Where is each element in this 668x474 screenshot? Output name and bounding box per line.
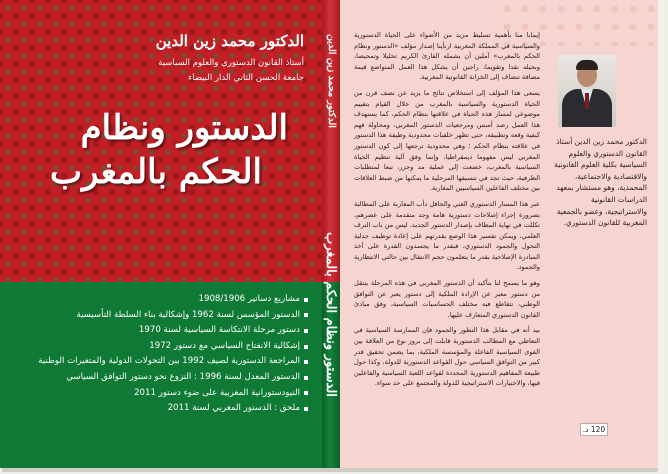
cover-author: الدكتور محمد زين الدين — [155, 32, 304, 50]
contents-list — [8, 292, 308, 417]
blurb-paragraph: بيد أنه في مقابل هذا التطور والجمود فإن الممارسة السياسية في التعاطي مع المطالب الدستورية قابلت إلى بروز نوع من العلاقة بين القوى السياسية الفاعلة والمؤسسة الملكية، بما يضمن تحقيق قدر كبير من التوافق السياسي حول القواعد الدستورية للدولة، وكذا حول طبيعة المفاهيم الدستورية المحددة لقواعد اللعبة السياسية والفاعلين فيها، والاختيارات الاستراتيجية للدولة والمجتمع على حد سواء. — [354, 326, 540, 388]
book-title-line-1: الدستور ونظام — [80, 108, 288, 148]
contents-item: الدستور المؤسس لسنة 1962 وإشكالية بناء السلطة التأسيسية — [8, 308, 308, 324]
contents-item: النيودستورانية المغربية على ضوء دستور 2011 — [8, 386, 308, 402]
back-cover — [340, 0, 658, 468]
bullet-icon — [304, 329, 308, 333]
book-title-line-2: الحكم بالمغرب — [49, 152, 262, 192]
price-tag: 120 د. — [580, 423, 608, 436]
blurb-paragraph: يسعى هذا المؤلف إلى استخلاص نتائج ما يزيد عن نصف قرن من الحياة الدستورية والسياسية بالمغرب من خلال القيام بتقييم موضوعي لمسار هذه الحياة في علاقتها بنظام الحكم، كما يستهدف هذا العمل رصد أسس ومرجعيات الدستور المغربي، ومحاولة فهم كيفية وقعه وتطبيقه، حتى تظهر خلفيات محدودية وظيفة هذا الدستور في علاقته بنظام الحكم ؛ وهي محدودية ترجعها إلى كون الدستور المغربي ليس مفهوما ديمقراطيا، وإنما وفق آلية تنظيم الحياة السياسية بالمغرب، خضعت إلى عملية مد وجزر، تبعا لمتطلبات الظرفية، حيث تجد في تنسيقها المرحلية ما يمكنها من ضبط العلاقات بين مختلف الفاعلين السياسيين المغاربة. — [354, 88, 540, 193]
bullet-icon — [304, 313, 308, 317]
blurb-paragraph: إيمانا منا بأهمية تسليط مزيد من الأضواء على الحياة الدستورية والسياسية في المملكة المغربية ارتأينا إصدار مؤلف «الدستور ونظام الحكم بالمغرب» آملين أن يشمله القارئ الكريم تحليلا وتمحيصا، وبحيله نقدا وتقويما، راجين أن يشكل هذا العمل المتواضع قيمة مضافة تنضاف إلى الخزانة القانونية المغربية. — [354, 31, 540, 82]
back-blurb — [354, 30, 540, 394]
contents-item: الدستور المعدل لسنة 1996 : النزوع نحو دستور التوافق السياسي — [8, 370, 308, 386]
bullet-icon — [304, 360, 308, 364]
contents-item: ملحق : الدستور المغربي لسنة 2011 — [8, 401, 308, 417]
spine-title: الدستور ونظام الحكم بالمغرب — [323, 232, 338, 397]
contents-item: إشكالية الانفتاح السياسي مع دستور 1972 — [8, 339, 308, 355]
blurb-paragraph: وهو ما يسمح لنا بتأكيد أن الدستور المغربي في هذه المرحلة ينتقل من دستور معبر عن الإرادة الملكية إلى دستور يعبر عن التوافق الوطني، تتقاطع فيه مختلف الحساسيات السياسية، وفق مبادئ القانون الدستوري المتعارف عليها. — [354, 279, 540, 319]
bullet-icon — [304, 345, 308, 349]
author-photo — [558, 55, 616, 127]
bullet-icon — [304, 407, 308, 411]
blurb-paragraph: عبر هذا المسار الدستوري الغني والحافل دأب المغاربة على المطالبة بضرورة إجراء إصلاحات دستورية هامة وجد متقدمة على عصرهم، تكللت في نهاية المطاف بإصدار الدستور الجديد، ليس من باب الترف العلمي، ويمكن تفسير هذا الوضع بقدرتهم على إعادة توظيف جدلية التحول والجمود الدستوري، فبقدر ما يجسدون القدرة على أخذ المبادرة الإصلاحية بقدر ما يتعلمون حجم الانتقال بين حالتي الانتظارية والجمود. — [354, 199, 540, 272]
front-cover — [0, 0, 322, 468]
bullet-icon — [304, 391, 308, 395]
bullet-icon — [304, 376, 308, 380]
author-affiliation-line-2: جامعة الحسن الثاني الدار البيضاء — [188, 73, 304, 83]
author-affiliation-line-1: أستاذ القانون الدستوري والعلوم السياسية — [158, 58, 304, 68]
contents-item: المراجعة الدستورية لصيف 1992 بين التحولات الدولية والمتغيرات الوطنية — [8, 354, 308, 370]
contents-item: مشاريع دساتير 1908/1906 — [8, 292, 308, 308]
bullet-icon — [304, 298, 308, 302]
book-spine — [322, 0, 340, 468]
author-bio: الدكتور محمد زين الدين أستاذ القانون الدستوري والعلوم السياسية بكلية العلوم القانونية والاقتصادية والاجتماعية، المحمدية، وهو مستشار بمعهد الدراسات القانونية والاستراتيجية، وعضو بالجمعية المغربية للقانون الدستوري. — [554, 137, 647, 228]
contents-item: دستور مرحلة الانتكاسة السياسية لسنة 1970 — [8, 323, 308, 339]
spine-author: الدكتور محمد زين الدين — [326, 34, 337, 128]
